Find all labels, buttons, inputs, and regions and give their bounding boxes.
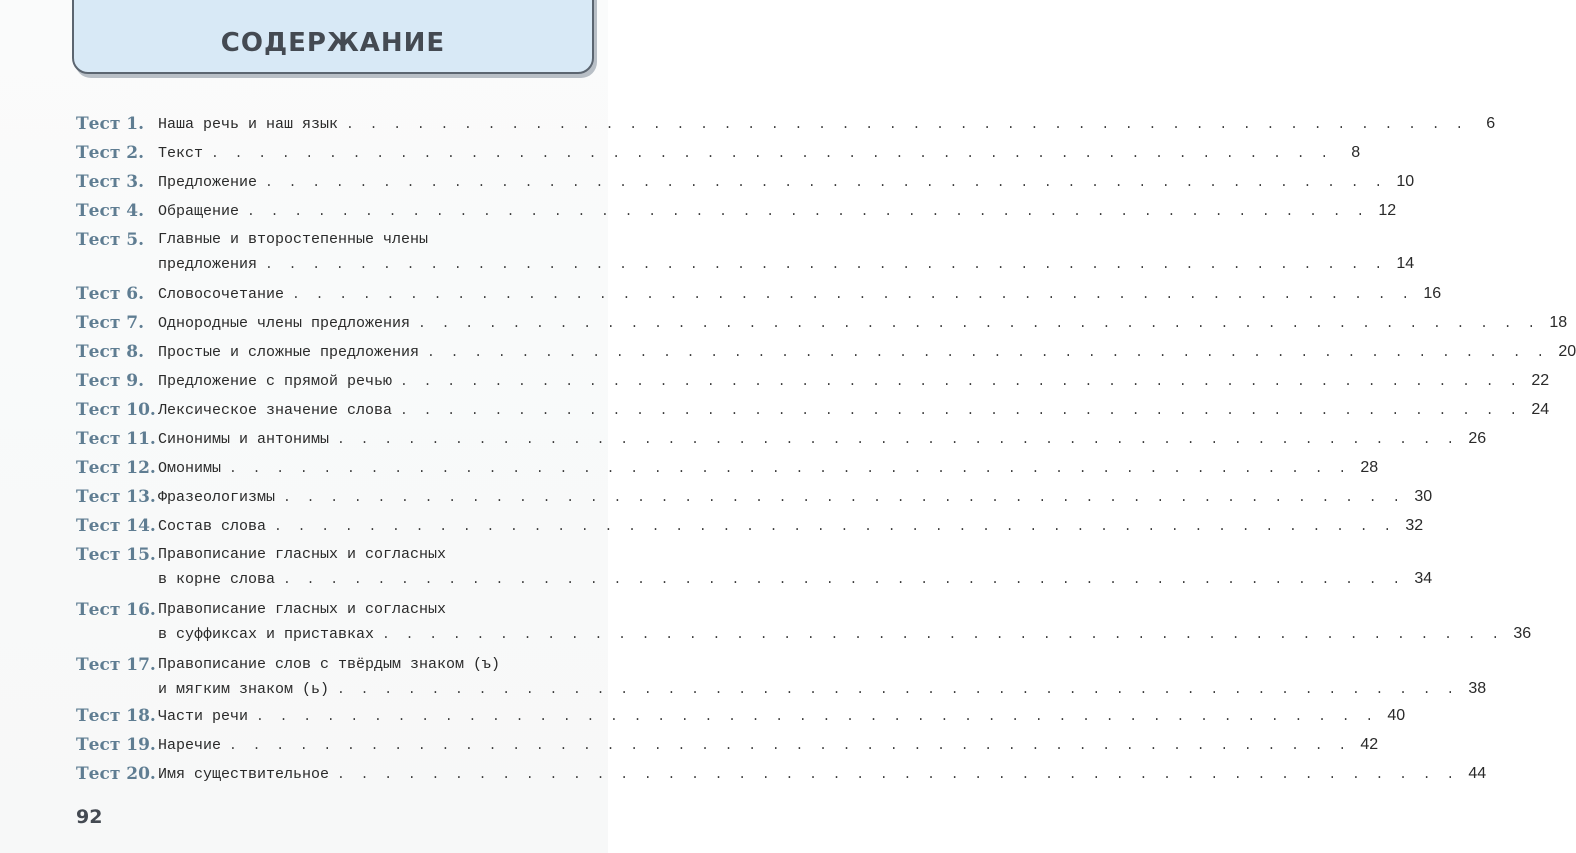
dot-leader: . . . . . . . . . . . . . . . . . . . . . . . . . . . . . . . . . . . . . . . . . . . . . . . . xyxy=(400,374,1522,389)
page-title: СОДЕРЖАНИЕ xyxy=(220,28,446,58)
dot-leader: . . . . . . . . . . . . . . . . . . . . . . . . . . . . . . . . . . . . . . . . . . . . . . . . xyxy=(265,257,1387,272)
toc-line xyxy=(158,314,1568,338)
toc-entry-text xyxy=(158,285,1442,309)
dot-leader: . . . . . . . . . . . . . . . . . . . . . . . . . . . . . . . . . . . . . . . . . . . . . . . . xyxy=(337,432,1459,447)
entry-page-number: 28 xyxy=(1360,459,1379,476)
test-label: Тест 9. xyxy=(76,371,145,391)
entry-page-number: 8 xyxy=(1351,144,1361,161)
page-number: 92 xyxy=(76,806,103,828)
dot-leader: . . . . . . . . . . . . . . . . . . . . . . . . . . . . . . . . . . . . . . . . . . . . . . . . xyxy=(247,204,1369,219)
toc-line xyxy=(158,459,1379,483)
entry-title: Лексическое значение слова xyxy=(158,402,393,419)
entry-title: Синонимы и антонимы xyxy=(158,431,330,448)
dot-leader: . . . . . . . . . . . . . . . . . . . . . . . . . . . . . . . . . . . . . . . . . . . . . . . . xyxy=(292,287,1414,302)
entry-page-number: 34 xyxy=(1414,570,1433,587)
toc-line xyxy=(158,656,584,680)
header-banner xyxy=(72,0,594,74)
dot-leader: . . . . . . . . . . . . . . . . . . . . . . . . . . . . . . . . . . . . . . . . . . . . . . . . xyxy=(418,316,1540,331)
toc-line xyxy=(158,144,1361,168)
toc-entry-text xyxy=(158,202,1397,226)
toc-line xyxy=(158,173,1415,197)
test-label: Тест 18. xyxy=(76,706,156,726)
dot-leader: . . . . . . . . . . . . . . . . . . . . . . . . . . . . . . . . . . . . . . . . . . . . . . . . xyxy=(337,767,1459,782)
dot-leader: . . . . . . . . . . . . . . . . . . . . . . . . . . . . . . . . . . . . . . . . . . . . . . . . xyxy=(400,403,1522,418)
test-label: Тест 15. xyxy=(76,545,156,565)
dot-leader: . . . . . . . . . . . . . . . . . . . . . . . . . . . . . . . . . . . . . . . . . . . . . . . . xyxy=(265,175,1387,190)
dot-leader: . . . . . . . . . . . . . . . . . . . . . . . . . . . . . . . . . . . . . . . . . . . . . . . . xyxy=(427,345,1549,360)
entry-page-number: 10 xyxy=(1396,173,1415,190)
entry-title: Предложение с прямой речью xyxy=(158,373,393,390)
entry-title: Омонимы xyxy=(158,460,222,477)
toc-entry-text xyxy=(158,546,1433,594)
dot-leader: . . . . . . . . . . . . . . . . . . . . . . . . . . . . . . . . . . . . . . . . . . . . . . . . xyxy=(382,627,1504,642)
toc-line xyxy=(158,601,584,625)
entry-page-number: 36 xyxy=(1513,625,1532,642)
entry-page-number: 20 xyxy=(1558,343,1576,360)
toc-entry-text xyxy=(158,314,1568,338)
toc-entry-text xyxy=(158,173,1415,197)
entry-page-number: 30 xyxy=(1414,488,1433,505)
entry-title: и мягким знаком (ь) xyxy=(158,681,330,698)
toc-line xyxy=(158,231,584,255)
toc-line xyxy=(158,625,1532,649)
entry-page-number: 32 xyxy=(1405,517,1424,534)
toc-entry-text xyxy=(158,765,1487,789)
toc-entry-text xyxy=(158,430,1487,454)
entry-page-number: 24 xyxy=(1531,401,1550,418)
toc-line xyxy=(158,517,1424,541)
test-label: Тест 16. xyxy=(76,600,156,620)
toc-line xyxy=(158,736,1379,760)
dot-leader: . . . . . . . . . . . . . . . . . . . . . . . . . . . . . . . . . . . . . . . . . . . . . . . . xyxy=(256,709,1378,724)
toc-line xyxy=(158,343,1576,367)
toc-entry-text xyxy=(158,517,1424,541)
toc-entry-text xyxy=(158,736,1379,760)
entry-page-number: 40 xyxy=(1387,707,1406,724)
entry-title: Наша речь и наш язык xyxy=(158,116,339,133)
entry-title: Обращение xyxy=(158,203,240,220)
dot-leader: . . . . . . . . . . . . . . . . . . . . . . . . . . . . . . . . . . . . . . . . . . . . . . . . xyxy=(211,146,1333,161)
dot-leader: . . . . . . . . . . . . . . . . . . . . . . . . . . . . . . . . . . . . . . . . . . . . . . . . xyxy=(229,738,1351,753)
entry-page-number: 42 xyxy=(1360,736,1379,753)
entry-title: предложения xyxy=(158,256,258,273)
test-label: Тест 12. xyxy=(76,458,156,478)
test-label: Тест 2. xyxy=(76,143,145,163)
entry-title: Правописание гласных и согласных xyxy=(158,546,447,563)
entry-title: Однородные члены предложения xyxy=(158,315,411,332)
entry-title: Фразеологизмы xyxy=(158,489,276,506)
toc-line xyxy=(158,202,1397,226)
entry-title: Части речи xyxy=(158,708,249,725)
entry-title: Главные и второстепенные члены xyxy=(158,231,429,248)
entry-title: Простые и сложные предложения xyxy=(158,344,420,361)
dot-leader: . . . . . . . . . . . . . . . . . . . . . . . . . . . . . . . . . . . . . . . . . . . . . . . . xyxy=(346,117,1468,132)
toc-entry-text xyxy=(158,488,1433,512)
entry-title: Предложение xyxy=(158,174,258,191)
entry-page-number: 22 xyxy=(1531,372,1550,389)
entry-page-number: 26 xyxy=(1468,430,1487,447)
entry-title: Наречие xyxy=(158,737,222,754)
toc-line xyxy=(158,285,1442,309)
dot-leader: . . . . . . . . . . . . . . . . . . . . . . . . . . . . . . . . . . . . . . . . . . . . . . . . xyxy=(229,461,1351,476)
entry-title: Словосочетание xyxy=(158,286,285,303)
toc-entry-text xyxy=(158,656,1487,704)
toc-entry-text xyxy=(158,343,1576,367)
test-label: Тест 6. xyxy=(76,284,145,304)
entry-page-number: 44 xyxy=(1468,765,1487,782)
toc-line xyxy=(158,707,1406,731)
entry-page-number: 14 xyxy=(1396,255,1415,272)
toc-line xyxy=(158,680,1487,704)
toc-entry-text xyxy=(158,144,1361,168)
entry-title: в корне слова xyxy=(158,571,276,588)
entry-page-number: 38 xyxy=(1468,680,1487,697)
test-label: Тест 3. xyxy=(76,172,145,192)
toc-entry-text xyxy=(158,372,1550,396)
toc-entry-text xyxy=(158,231,1415,279)
dot-leader: . . . . . . . . . . . . . . . . . . . . . . . . . . . . . . . . . . . . . . . . . . . . . . . . xyxy=(283,490,1405,505)
test-label: Тест 11. xyxy=(76,429,156,449)
dot-leader: . . . . . . . . . . . . . . . . . . . . . . . . . . . . . . . . . . . . . . . . . . . . . . . . xyxy=(283,572,1405,587)
entry-page-number: 6 xyxy=(1486,115,1496,132)
entry-title: Текст xyxy=(158,145,204,162)
toc-entry-text xyxy=(158,459,1379,483)
test-label: Тест 7. xyxy=(76,313,145,333)
toc-line xyxy=(158,401,1550,425)
toc-entry-text xyxy=(158,401,1550,425)
test-label: Тест 14. xyxy=(76,516,156,536)
toc-line xyxy=(158,488,1433,512)
toc-line xyxy=(158,255,1415,279)
entry-title: в суффиксах и приставках xyxy=(158,626,375,643)
toc-line xyxy=(158,372,1550,396)
toc-line xyxy=(158,430,1487,454)
toc-line xyxy=(158,570,1433,594)
test-label: Тест 13. xyxy=(76,487,156,507)
test-label: Тест 4. xyxy=(76,201,145,221)
toc-line xyxy=(158,115,1496,139)
toc-line xyxy=(158,546,584,570)
test-label: Тест 20. xyxy=(76,764,156,784)
entry-page-number: 18 xyxy=(1549,314,1568,331)
entry-page-number: 12 xyxy=(1378,202,1397,219)
toc-entry-text xyxy=(158,115,1496,139)
dot-leader: . . . . . . . . . . . . . . . . . . . . . . . . . . . . . . . . . . . . . . . . . . . . . . . . xyxy=(337,682,1459,697)
toc-line xyxy=(158,765,1487,789)
entry-title: Состав слова xyxy=(158,518,267,535)
toc-entry-text xyxy=(158,601,1532,649)
entry-title: Правописание гласных и согласных xyxy=(158,601,447,618)
toc-entry-text xyxy=(158,707,1406,731)
dot-leader: . . . . . . . . . . . . . . . . . . . . . . . . . . . . . . . . . . . . . . . . . . . . . . . . xyxy=(274,519,1396,534)
test-label: Тест 8. xyxy=(76,342,145,362)
test-label: Тест 19. xyxy=(76,735,156,755)
test-label: Тест 5. xyxy=(76,230,145,250)
entry-title: Имя существительное xyxy=(158,766,330,783)
test-label: Тест 17. xyxy=(76,655,156,675)
entry-page-number: 16 xyxy=(1423,285,1442,302)
entry-title: Правописание слов с твёрдым знаком (ъ) xyxy=(158,656,501,673)
test-label: Тест 10. xyxy=(76,400,156,420)
test-label: Тест 1. xyxy=(76,114,145,134)
